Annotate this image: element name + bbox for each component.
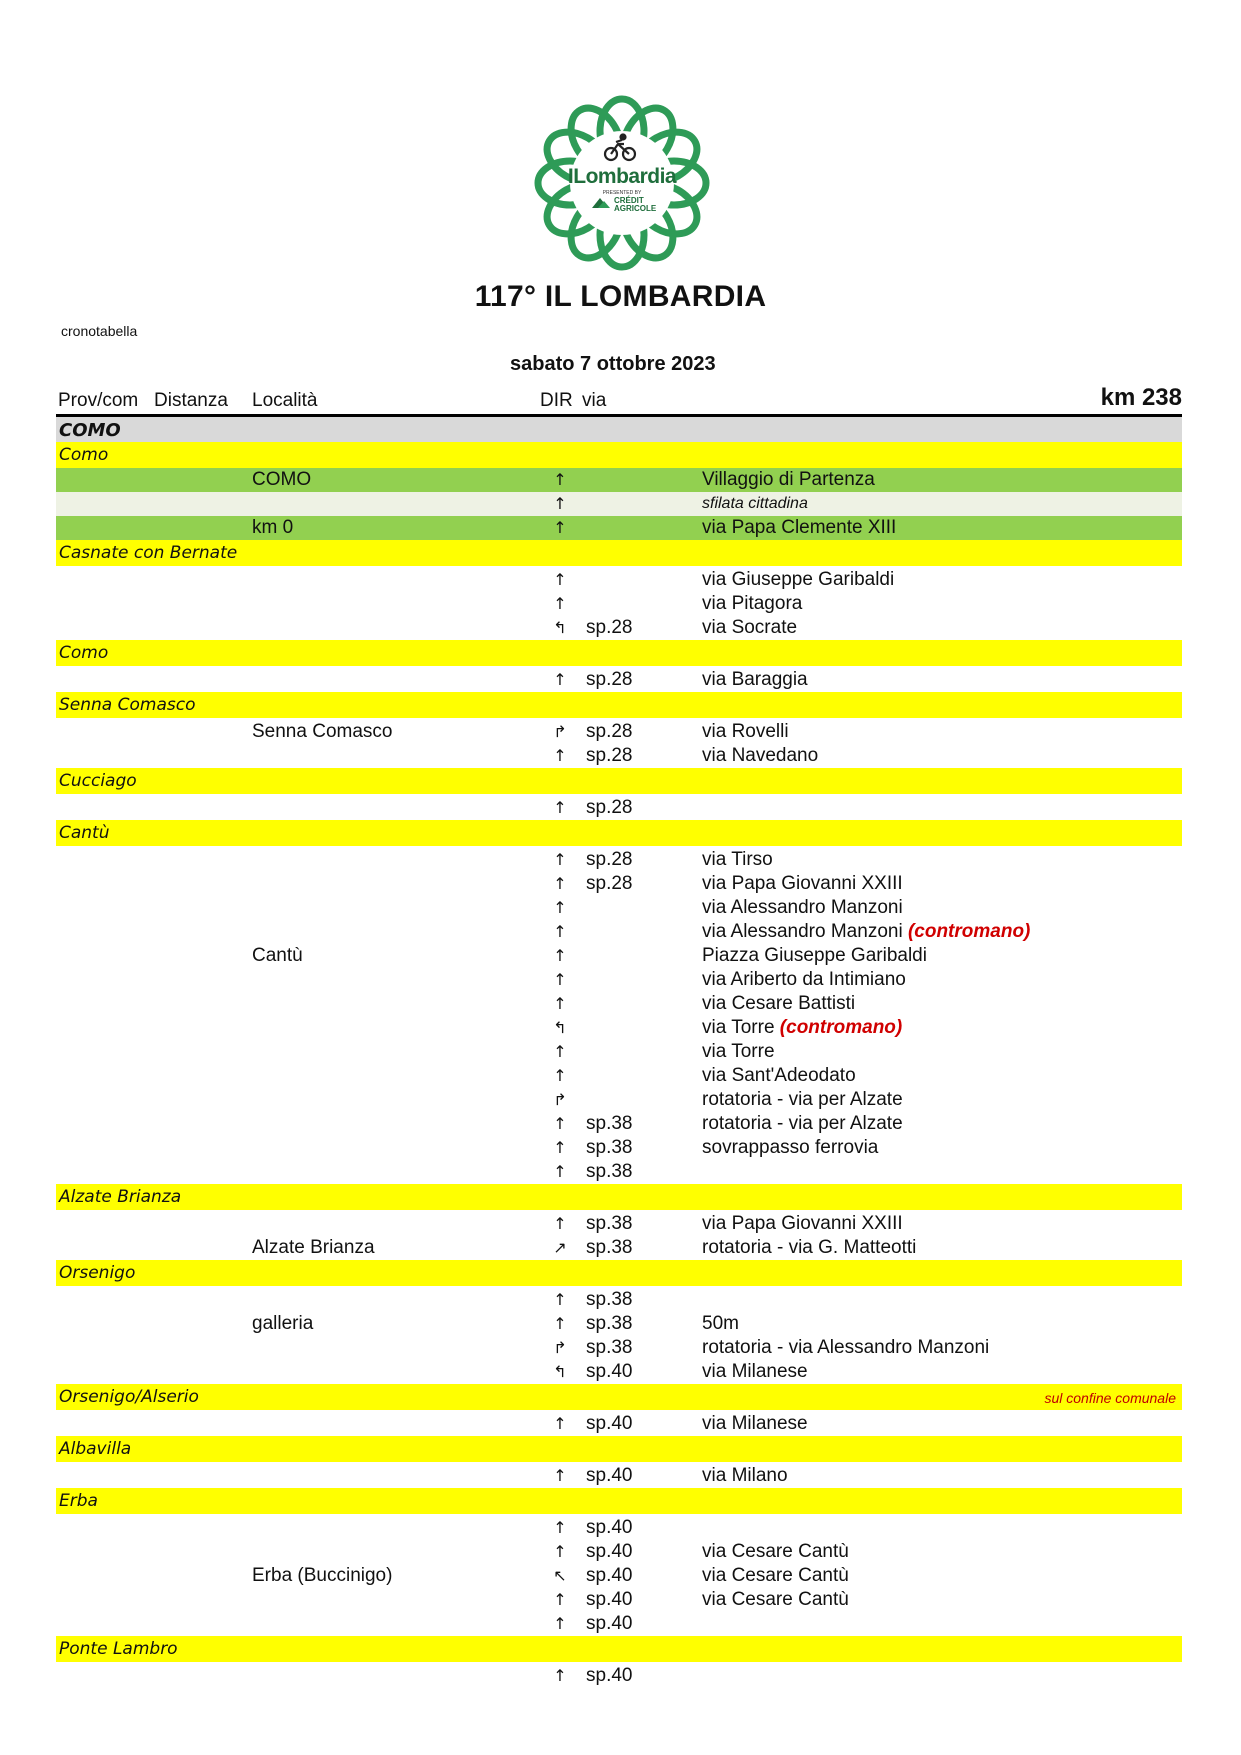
direction-icon [550,1214,570,1233]
direction-icon-text: ↑ [553,1042,567,1061]
direction-icon [550,1314,570,1333]
logo-presented-by: PRESENTED BY [602,190,642,196]
route-table [56,417,1182,1688]
road-cell [586,1565,632,1587]
localita-cell [252,517,293,539]
road-cell [586,1237,632,1259]
via-cell [702,1089,903,1111]
via-cell [702,1017,902,1039]
road-cell [586,1613,632,1635]
direction-icon-text: ↱ [553,1090,567,1109]
road-cell [586,1517,632,1539]
comune-name: Erba [59,1491,98,1511]
via-cell [702,1237,916,1259]
localita-cell-text: Cantù [252,945,303,966]
via-cell [702,1313,739,1335]
direction-icon [550,1518,570,1537]
comune-name: Alzate Brianza [59,1187,182,1207]
province-row [56,417,1182,442]
direction-icon-text: ↑ [553,470,567,489]
direction-icon [550,970,570,989]
table-row [56,468,1182,492]
via-cell [702,469,875,491]
direction-icon [550,922,570,941]
road-cell [586,1589,632,1611]
via-cell [702,1041,775,1063]
comune-note: sul confine comunale [1044,1390,1176,1406]
via-cell-text: via Giuseppe Garibaldi [702,569,895,590]
table-row [56,568,1182,592]
via-cell [702,1113,903,1135]
localita-cell [252,945,303,967]
direction-icon-text: ↑ [553,518,567,537]
via-cell [702,873,903,895]
direction-icon-text: ↑ [553,1290,567,1309]
table-row [56,1016,1182,1040]
road-cell [586,745,632,767]
table-row [56,796,1182,820]
via-cell-text: Piazza Giuseppe Garibaldi [702,945,927,966]
direction-icon [550,1466,570,1485]
comune-name: Cucciago [59,771,137,791]
table-row [56,668,1182,692]
contromano-note: (contromano) [779,1017,903,1038]
localita-cell [252,1237,375,1259]
localita-cell [252,469,311,491]
subtitle: cronotabella [61,323,138,339]
direction-icon [550,746,570,765]
race-date: sabato 7 ottobre 2023 [510,353,716,375]
via-cell [702,993,855,1015]
road-cell [586,669,632,691]
table-row [56,1236,1182,1260]
via-cell-text: via Papa Clemente XIII [702,517,897,538]
road-cell [586,721,632,743]
table-row [56,1588,1182,1612]
road-cell-text: sp.40 [586,1565,633,1586]
via-cell [702,945,927,967]
direction-icon [550,1290,570,1309]
table-row [56,968,1182,992]
via-cell-text: via Sant'Adeodato [702,1065,856,1086]
road-cell-text: sp.28 [586,873,633,894]
table-row [56,1516,1182,1540]
via-cell-text: via Torre [702,1017,775,1038]
localita-cell-text: COMO [252,469,312,490]
direction-icon-text: ↑ [553,1138,567,1157]
table-row [56,1360,1182,1384]
table-row [56,992,1182,1016]
table-row [56,872,1182,896]
via-cell [702,517,896,539]
table-row [56,744,1182,768]
localita-cell-text: Erba (Buccinigo) [252,1565,393,1586]
direction-icon-text: ↑ [553,1162,567,1181]
via-cell-text: via Cesare Cantù [702,1589,849,1610]
comune-row [56,692,1182,718]
comune-name: Cantù [59,823,110,843]
table-row [56,1040,1182,1064]
road-cell-text: sp.40 [586,1541,633,1562]
via-cell-text: via Cesare Battisti [702,993,856,1014]
road-cell [586,617,632,639]
direction-icon [550,850,570,869]
table-row [56,1288,1182,1312]
localita-cell [252,1313,313,1335]
comune-name: Orsenigo/Alserio [59,1387,199,1407]
direction-icon [550,1066,570,1085]
table-header [56,384,1182,414]
direction-icon-text: ↑ [553,850,567,869]
direction-icon [550,722,570,741]
direction-icon [550,594,570,613]
comune-row [56,768,1182,794]
table-row [56,1664,1182,1688]
table-row [56,1212,1182,1236]
road-cell [586,797,632,819]
road-cell-text: sp.38 [586,1237,633,1258]
table-row [56,1540,1182,1564]
table-row [56,848,1182,872]
logo-brand-text: ILombardia [567,165,677,188]
road-cell-text: sp.40 [586,1361,633,1382]
direction-icon [550,1614,570,1633]
direction-icon-text: ↑ [553,898,567,917]
via-cell [702,1413,808,1435]
direction-icon [550,798,570,817]
road-cell [586,1289,632,1311]
table-row [56,492,1182,516]
table-row [56,1136,1182,1160]
via-cell [702,721,789,743]
direction-icon-text: ↑ [553,746,567,765]
road-cell-text: sp.38 [586,1161,633,1182]
direction-icon-text: ↱ [553,722,567,741]
table-row [56,1336,1182,1360]
via-cell-text: via Ariberto da Intimiano [702,969,906,990]
road-cell-text: sp.28 [586,849,633,870]
road-cell [586,1541,632,1563]
direction-icon [550,518,570,537]
direction-icon [550,1542,570,1561]
comune-row [56,1636,1182,1662]
localita-cell-text: Alzate Brianza [252,1237,375,1258]
comune-row [56,1260,1182,1286]
header-total-km: km 238 [1100,384,1182,411]
direction-icon [550,1042,570,1061]
comune-row [56,1488,1182,1514]
logo-sponsor-line2: AGRICOLE [614,204,657,213]
direction-icon [550,494,570,513]
direction-icon-text: ↗ [553,1238,567,1257]
il-lombardia-logo [526,94,718,272]
direction-icon-text: ↑ [553,670,567,689]
localita-cell-text: km 0 [252,517,294,538]
via-cell-text: sovrappasso ferrovia [702,1137,879,1158]
direction-icon [550,618,570,637]
header-prov: Prov/com [58,390,139,411]
direction-icon [550,994,570,1013]
road-cell [586,1161,632,1183]
via-cell-text: via Milanese [702,1413,808,1434]
via-cell-text: via Papa Giovanni XXIII [702,1213,903,1234]
road-cell-text: sp.40 [586,1589,633,1610]
direction-icon-text: ↑ [553,1414,567,1433]
comune-row [56,1184,1182,1210]
via-cell-text: via Milano [702,1465,788,1486]
road-cell [586,1413,632,1435]
via-cell-text: Villaggio di Partenza [702,469,875,490]
table-row [56,920,1182,944]
comune-row [56,540,1182,566]
via-cell [702,897,903,919]
direction-icon-text: ↰ [553,1018,567,1037]
direction-icon [550,1114,570,1133]
direction-icon-text: ↑ [553,970,567,989]
via-cell [702,1065,856,1087]
via-cell [702,593,802,615]
direction-icon [550,1238,570,1257]
via-cell-text: via Cesare Cantù [702,1541,849,1562]
logo-sponsor-line1: CRÉDIT [614,196,644,205]
road-cell [586,873,632,895]
via-cell [702,1589,849,1611]
direction-icon [550,1138,570,1157]
road-cell-text: sp.28 [586,745,633,766]
road-cell-text: sp.38 [586,1337,633,1358]
via-cell-text: via Baraggia [702,669,808,690]
road-cell-text: sp.28 [586,797,633,818]
direction-icon-text: ↑ [553,1066,567,1085]
direction-icon-text: ↖ [553,1566,567,1585]
table-row [56,896,1182,920]
direction-icon [550,1338,570,1357]
direction-icon [550,898,570,917]
via-cell-text: via Pitagora [702,593,803,614]
via-cell-text: rotatoria - via per Alzate [702,1113,903,1134]
road-cell [586,1361,632,1383]
comune-row [56,640,1182,666]
comune-name: Como [59,643,109,663]
road-cell [586,1113,632,1135]
table-row [56,1112,1182,1136]
table-row [56,1160,1182,1184]
road-cell [586,1213,632,1235]
road-cell-text: sp.28 [586,617,633,638]
page-title: 117° IL LOMBARDIA [474,280,767,313]
comune-row [56,1436,1182,1462]
road-cell-text: sp.38 [586,1213,633,1234]
direction-icon [550,1666,570,1685]
direction-icon [550,1566,570,1585]
road-cell-text: sp.38 [586,1113,633,1134]
table-row [56,1088,1182,1112]
via-cell-text: via Papa Giovanni XXIII [702,873,903,894]
via-cell-text: via Tirso [702,849,773,870]
direction-icon [550,570,570,589]
localita-cell-text: Senna Comasco [252,721,393,742]
direction-icon [550,1090,570,1109]
via-cell [702,669,808,691]
road-cell [586,1465,632,1487]
header-localita: Località [252,390,318,411]
via-cell [702,1361,808,1383]
via-cell [702,1137,878,1159]
direction-icon [550,1362,570,1381]
header-distanza: Distanza [154,390,228,411]
road-cell-text: sp.38 [586,1289,633,1310]
road-cell-text: sp.38 [586,1313,633,1334]
localita-cell [252,1565,392,1587]
direction-icon [550,1018,570,1037]
table-row [56,516,1182,540]
road-cell-text: sp.38 [586,1137,633,1158]
direction-icon-text: ↑ [553,1518,567,1537]
road-cell [586,1313,632,1335]
via-cell-text: via Socrate [702,617,798,638]
direction-icon [550,946,570,965]
direction-icon-text: ↑ [553,798,567,817]
comune-name: Casnate con Bernate [59,543,238,563]
direction-icon-text: ↑ [553,1590,567,1609]
table-row [56,720,1182,744]
direction-icon-text: ↑ [553,594,567,613]
via-cell [702,1565,849,1587]
region-name: COMO [59,420,121,441]
direction-icon-text: ↱ [553,1338,567,1357]
direction-icon-text: ↑ [553,1614,567,1633]
road-cell [586,1665,632,1687]
via-cell-text: via Torre [702,1041,775,1062]
direction-icon-text: ↑ [553,1314,567,1333]
via-cell [702,849,773,871]
direction-icon-text: ↰ [553,1362,567,1381]
table-row [56,1412,1182,1436]
table-row [56,616,1182,640]
table-row [56,592,1182,616]
table-row [56,1464,1182,1488]
direction-icon [550,1414,570,1433]
direction-icon-text: ↑ [553,494,567,513]
direction-icon-text: ↑ [553,1114,567,1133]
road-cell-text: sp.28 [586,669,633,690]
via-cell-text: rotatoria - via per Alzate [702,1089,903,1110]
header-dir: DIR [540,390,573,411]
via-cell [702,1337,989,1359]
header-via: via [582,390,607,411]
comune-name: Albavilla [59,1439,132,1459]
road-cell-text: sp.40 [586,1613,633,1634]
road-cell [586,849,632,871]
table-row [56,1312,1182,1336]
direction-icon-text: ↑ [553,1666,567,1685]
road-cell-text: sp.40 [586,1465,633,1486]
comune-name: Como [59,445,109,465]
road-cell-text: sp.40 [586,1517,633,1538]
via-cell [702,495,808,513]
direction-icon-text: ↑ [553,874,567,893]
via-cell-text: via Milanese [702,1361,808,1382]
table-row [56,1612,1182,1636]
direction-icon-text: ↰ [553,618,567,637]
comune-row [56,820,1182,846]
direction-icon-text: ↑ [553,922,567,941]
table-row [56,944,1182,968]
localita-cell-text: galleria [252,1313,314,1334]
direction-icon [550,1590,570,1609]
direction-icon-text: ↑ [553,994,567,1013]
via-cell [702,569,894,591]
via-cell [702,617,797,639]
via-cell-text: 50m [702,1313,739,1334]
via-cell-text: sfilata cittadina [702,495,808,512]
localita-cell [252,721,392,743]
via-cell-text: via Navedano [702,745,819,766]
via-cell [702,969,906,991]
via-cell-text: via Alessandro Manzoni [702,897,903,918]
via-cell [702,1213,903,1235]
table-row [56,1064,1182,1088]
direction-icon-text: ↑ [553,1542,567,1561]
comune-row [56,1384,1182,1410]
direction-icon [550,670,570,689]
direction-icon-text: ↑ [553,570,567,589]
table-row [56,1564,1182,1588]
via-cell-text: rotatoria - via Alessandro Manzoni [702,1337,990,1358]
road-cell-text: sp.40 [586,1413,633,1434]
direction-icon [550,874,570,893]
direction-icon [550,1162,570,1181]
road-cell-text: sp.40 [586,1665,633,1686]
via-cell-text: via Cesare Cantù [702,1565,849,1586]
via-cell-text: rotatoria - via G. Matteotti [702,1237,917,1258]
direction-icon-text: ↑ [553,946,567,965]
via-cell-text: via Rovelli [702,721,789,742]
direction-icon-text: ↑ [553,1466,567,1485]
comune-name: Orsenigo [59,1263,136,1283]
via-cell [702,1541,849,1563]
via-cell [702,745,818,767]
road-cell [586,1137,632,1159]
contromano-note: (contromano) [907,921,1031,942]
via-cell [702,1465,788,1487]
via-cell [702,921,1030,943]
comune-row [56,442,1182,468]
direction-icon [550,470,570,489]
comune-name: Ponte Lambro [59,1639,178,1659]
road-cell [586,1337,632,1359]
comune-name: Senna Comasco [59,695,196,715]
direction-icon-text: ↑ [553,1214,567,1233]
via-cell-text: via Alessandro Manzoni [702,921,903,942]
road-cell-text: sp.28 [586,721,633,742]
